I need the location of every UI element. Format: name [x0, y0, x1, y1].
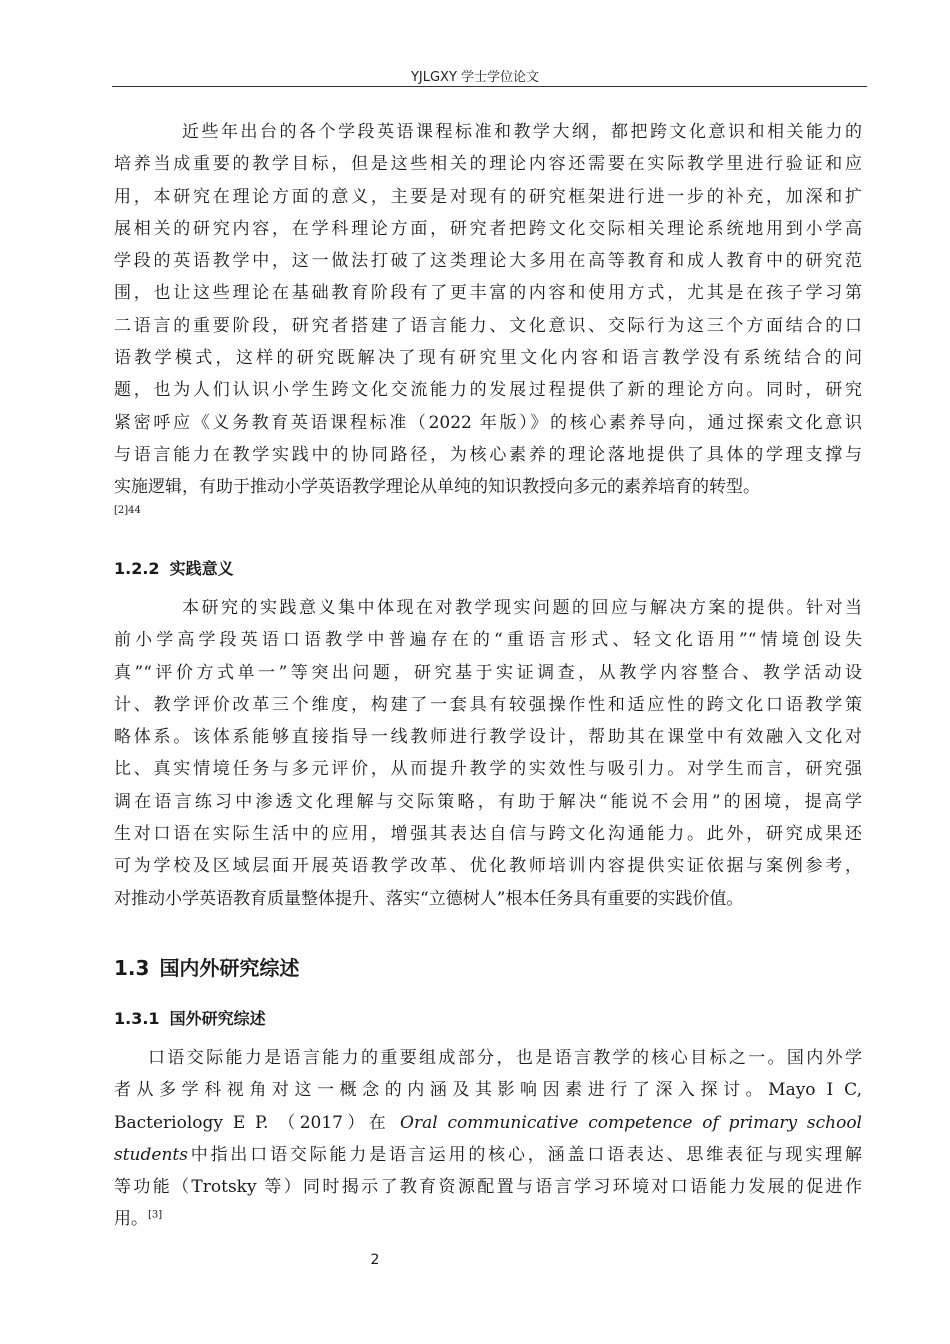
cited-title: Oral communicative competence of primary school	[400, 1112, 862, 1133]
text-line: 等功能（Trotsky 等）同时揭示了教育资源配置与语言学习环境对口语能力发展的促进作	[114, 1177, 862, 1198]
section-number: 1.3	[114, 956, 150, 980]
text-line: 用，本研究在理论方面的意义，主要是对现有的研究框架进行进一步的补充，加深和扩	[114, 186, 862, 207]
cited-title: students	[114, 1144, 188, 1165]
section-heading-1-3	[114, 952, 299, 981]
text-line: 与语言能力在教学实践中的协同路径，为核心素养的理论落地提供了具体的学理支撑与	[114, 444, 862, 465]
text-line: 调在语言练习中渗透文化理解与交际策略，有助于解决“能说不会用”的困境，提高学	[114, 791, 862, 812]
text-line	[114, 1203, 862, 1235]
text-line: 真”“评价方式单一”等突出问题，研究基于实证调查，从教学内容整合、教学活动设	[114, 662, 862, 683]
citation-marker: [3]	[148, 1209, 163, 1221]
paragraph-foreign-review	[114, 1042, 862, 1236]
text-run: 中指出口语交际能力是语言运用的核心，涵盖口语表达、思维表征与现实理解	[187, 1144, 862, 1165]
text-line: 展相关的研究内容，在学科理论方面，研究者把跨文化交际相关理论系统地用到小学高	[114, 218, 862, 239]
paragraph-practical-significance	[114, 592, 862, 915]
text-line: 学段的英语教学中，这一做法打破了这类理论大多用在高等教育和成人教育中的研究范	[114, 251, 862, 272]
text-line	[114, 1107, 862, 1139]
text-line	[114, 1139, 862, 1171]
text-run: 用。	[114, 1209, 148, 1230]
text-line: 题，也为人们认识小学生跨文化交流能力的发展过程提供了新的理论方向。同时，研究	[114, 380, 862, 401]
text-line: 比、真实情境任务与多元评价，从而提升教学的实效性与吸引力。对学生而言，研究强	[114, 759, 862, 780]
section-title: 国内外研究综述	[159, 956, 300, 980]
text-line: 口语交际能力是语言能力的重要组成部分，也是语言教学的核心目标之一。国内外学	[148, 1048, 862, 1068]
text-line: 可为学校及区域层面开展英语教学改革、优化教师培训内容提供实证依据与案例参考，	[114, 856, 862, 877]
running-header: YJLGXY 学士学位论文	[410, 70, 540, 85]
section-title: 实践意义	[169, 559, 234, 578]
paragraph-theoretical-significance	[114, 116, 862, 504]
text-line: 实施逻辑，有助于推动小学英语教学理论从单纯的知识教授向多元的素养培育的转型。	[114, 477, 760, 498]
author-ref: Bacteriology E P. （2017）在	[114, 1112, 401, 1133]
section-number: 1.2.2	[114, 559, 160, 578]
section-number: 1.3.1	[114, 1009, 160, 1028]
section-title: 国外研究综述	[169, 1009, 266, 1028]
text-line: 略体系。该体系能够直接指导一线教师进行教学设计，帮助其在课堂中有效融入文化对	[114, 727, 862, 748]
text-line: 围，也让这些理论在基础教育阶段有了更丰富的内容和使用方式，尤其是在孩子学习第	[114, 283, 862, 304]
text-line: 语教学模式，这样的研究既解决了现有研究里文化内容和语言教学没有系统结合的问	[114, 348, 862, 369]
text-line: 生对口语在实际生活中的应用，增强其表达自信与跨文化沟通能力。此外，研究成果还	[114, 824, 862, 845]
page-number: 2	[370, 1252, 380, 1268]
citation-marker: [2]44	[114, 505, 141, 516]
text-line: 培养当成重要的教学目标，但是这些相关的理论内容还需要在实际教学里进行验证和应	[114, 154, 862, 175]
text-line: 近些年出台的各个学段英语课程标准和教学大纲，都把跨文化意识和相关能力的	[182, 122, 862, 142]
section-heading-1-2-2	[114, 556, 234, 579]
text-line: 对推动小学英语教育质量整体提升、落实“立德树人”根本任务具有重要的实践价值。	[114, 888, 744, 909]
text-line: 前小学高学段英语口语教学中普遍存在的“重语言形式、轻文化语用”“情境创设失	[114, 630, 862, 651]
section-heading-1-3-1	[114, 1006, 266, 1029]
text-line: 本研究的实践意义集中体现在对教学现实问题的回应与解决方案的提供。针对当	[182, 598, 862, 618]
text-line: 计、教学评价改革三个维度，构建了一套具有较强操作性和适应性的跨文化口语教学策	[114, 694, 862, 715]
header-rule	[112, 86, 867, 87]
text-line: 者从多学科视角对这一概念的内涵及其影响因素进行了深入探讨。Mayo I C,	[114, 1080, 862, 1101]
text-line: 二语言的重要阶段，研究者搭建了语言能力、文化意识、交际行为这三个方面结合的口	[114, 315, 862, 336]
text-line: 紧密呼应《义务教育英语课程标准（2022 年版）》的核心素养导向，通过探索文化意识	[114, 412, 862, 433]
